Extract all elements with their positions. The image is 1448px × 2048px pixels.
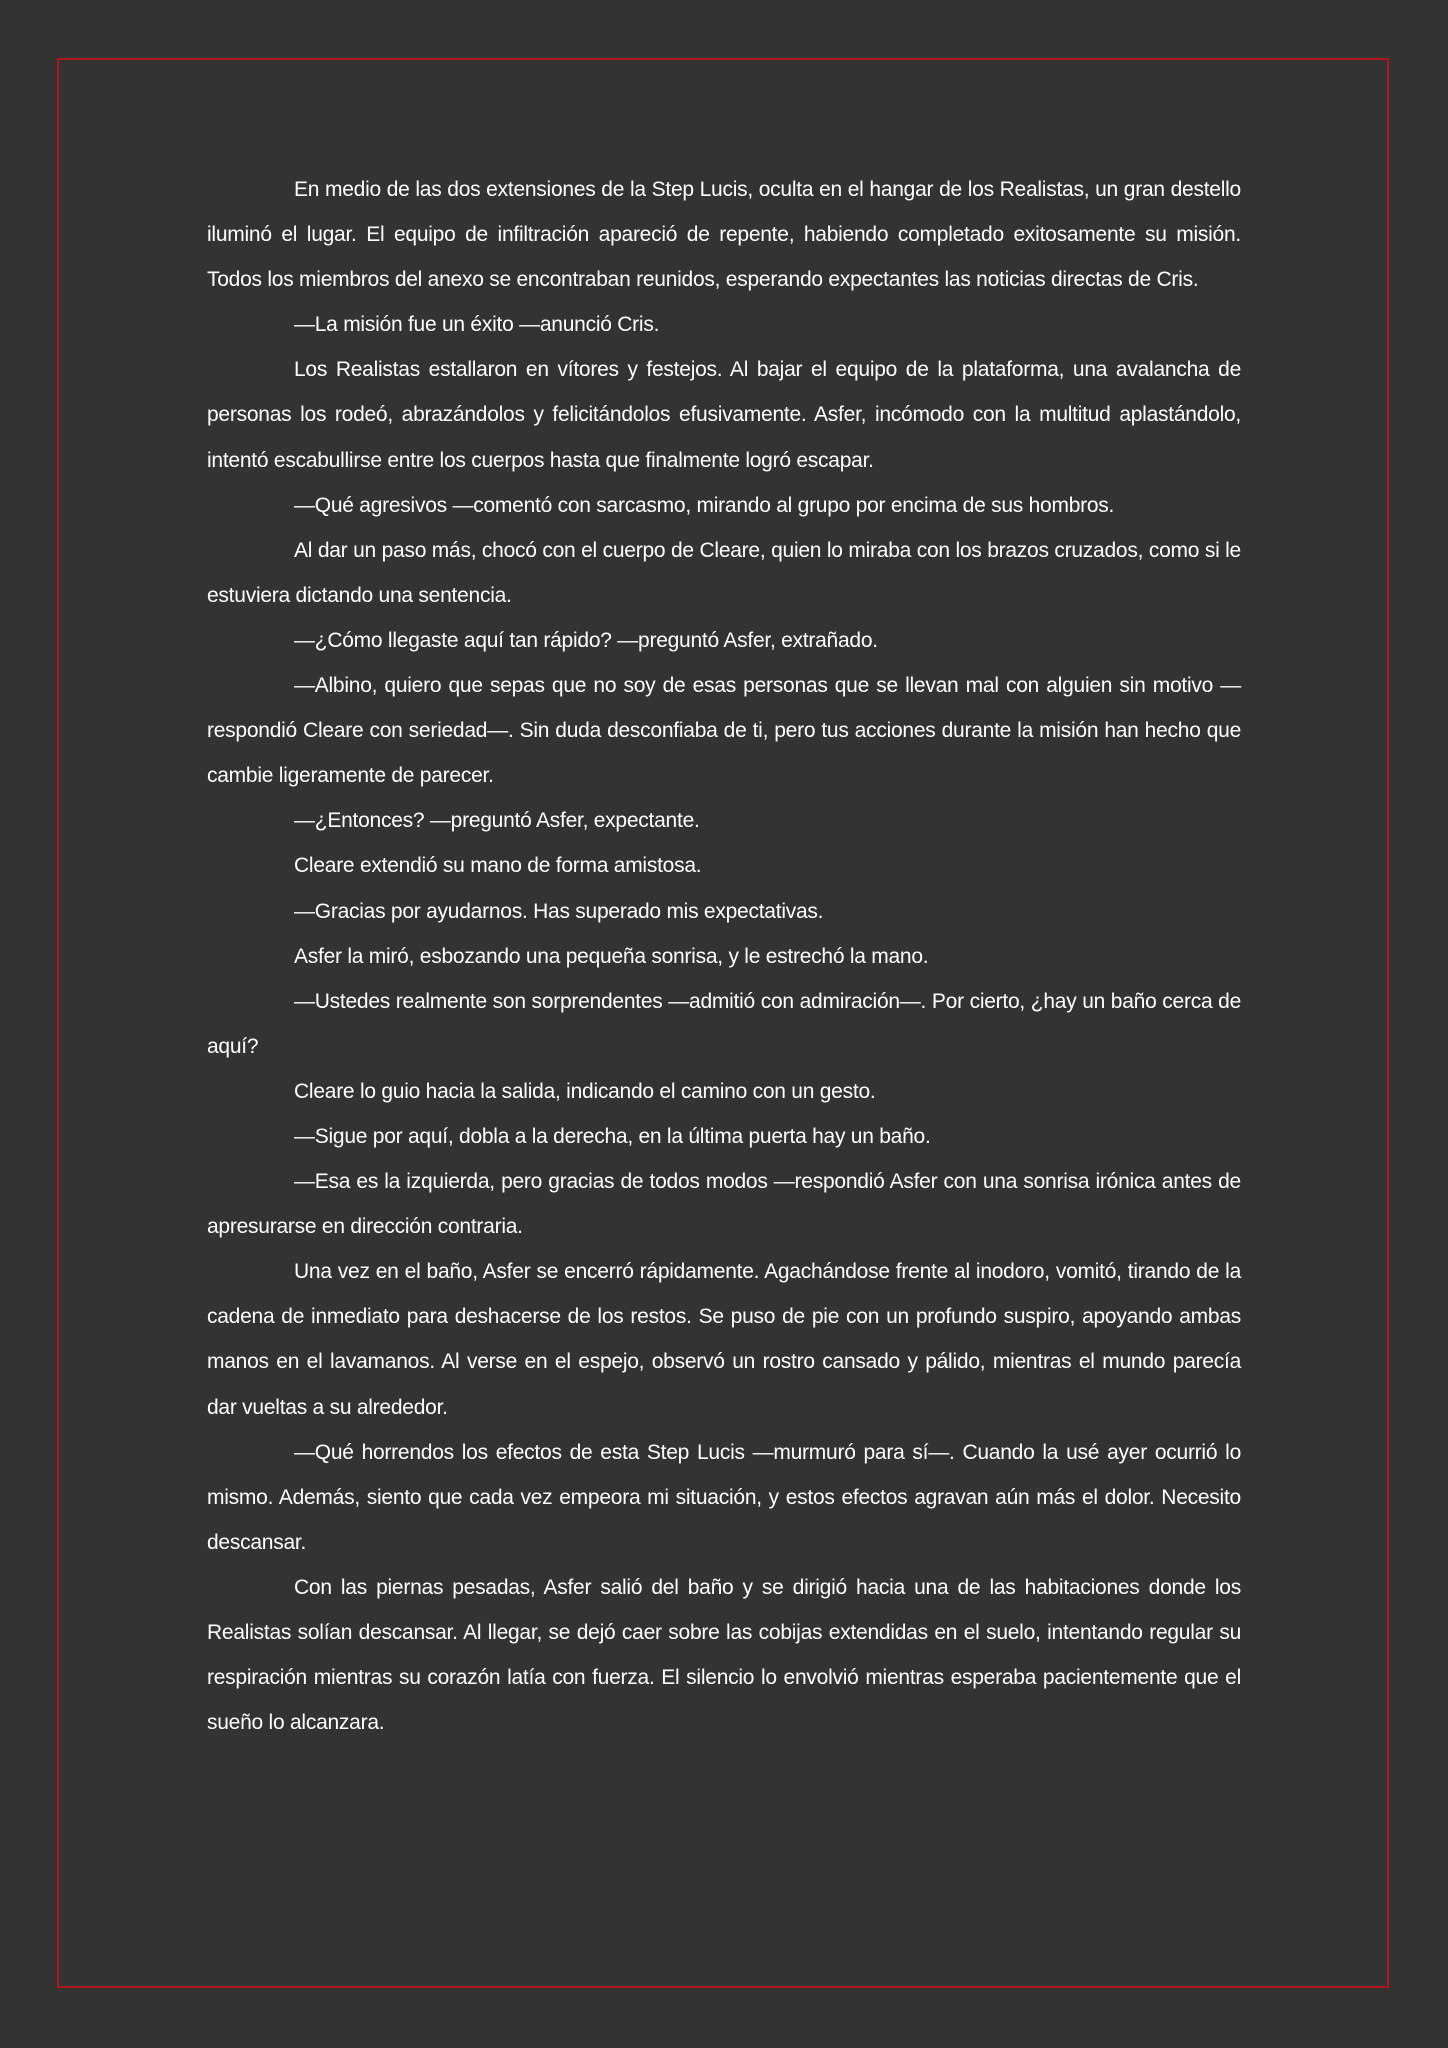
paragraph: Con las piernas pesadas, Asfer salió del baño y se dirigió hacia una de las habitaciones donde los Realistas solían descansar. Al llegar, se dejó caer sobre las cobijas extendidas en el suelo, intentando regular su respiración mientras su corazón latía con fuerza. El silencio lo envolvió mientras esperaba pacientemente que el sueño lo alcanzara. (207, 1575, 1241, 1735)
paragraph: En medio de las dos extensiones de la Step Lucis, oculta en el hangar de los Realistas, un gran destello iluminó el lugar. El equipo de infiltración apareció de repente, habiendo completado exitosamente su misión. Todos los miembros del anexo se encontraban reunidos, esperando expectantes las noticias directas de Cris. (207, 178, 1241, 292)
paragraph: —Gracias por ayudarnos. Has superado mis expectativas. (294, 899, 824, 923)
paragraph: —Qué agresivos —comentó con sarcasmo, mirando al grupo por encima de sus hombros. (294, 493, 1115, 517)
paragraph: Cleare lo guio hacia la salida, indicando el camino con un gesto. (294, 1079, 876, 1103)
document-body (207, 167, 1241, 1745)
paragraph: —¿Entonces? —preguntó Asfer, expectante. (294, 809, 700, 833)
paragraph: —Sigue por aquí, dobla a la derecha, en la última puerta hay un baño. (294, 1124, 931, 1148)
paragraph: —La misión fue un éxito —anunció Cris. (294, 313, 660, 337)
paragraph: Los Realistas estallaron en vítores y festejos. Al bajar el equipo de la plataforma, una avalancha de personas los rodeó, abrazándolos y felicitándolos efusivamente. Asfer, incómodo con la multitud aplastándolo, intentó escabullirse entre los cuerpos hasta que finalmente logró escapar. (207, 358, 1241, 472)
paragraph: —Ustedes realmente son sorprendentes —admitió con admiración—. Por cierto, ¿hay un baño cerca de aquí? (207, 989, 1241, 1058)
paragraph: Cleare extendió su mano de forma amistosa. (294, 854, 702, 878)
paragraph: Una vez en el baño, Asfer se encerró rápidamente. Agachándose frente al inodoro, vomitó, tirando de la cadena de inmediato para deshacerse de los restos. Se puso de pie con un profundo suspiro, apoyando ambas manos en el lavamanos. Al verse en el espejo, observó un rostro cansado y pálido, mientras el mundo parecía dar vueltas a su alrededor. (207, 1260, 1241, 1419)
paragraph: —Esa es la izquierda, pero gracias de todos modos —respondió Asfer con una sonrisa irónica antes de apresurarse en dirección contraria. (207, 1170, 1241, 1239)
paragraph: Asfer la miró, esbozando una pequeña sonrisa, y le estrechó la mano. (294, 944, 929, 968)
paragraph: —¿Cómo llegaste aquí tan rápido? —preguntó Asfer, extrañado. (294, 628, 878, 652)
paragraph: Al dar un paso más, chocó con el cuerpo de Cleare, quien lo miraba con los brazos cruzados, como si le estuviera dictando una sentencia. (207, 538, 1241, 607)
paragraph: —Albino, quiero que sepas que no soy de esas personas que se llevan mal con alguien sin motivo —respondió Cleare con seriedad—. Sin duda desconfiaba de ti, pero tus acciones durante la misión han hecho que cambie ligeramente de parecer. (207, 674, 1241, 788)
paragraph: —Qué horrendos los efectos de esta Step Lucis —murmuró para sí—. Cuando la usé ayer ocurrió lo mismo. Además, siento que cada vez empeora mi situación, y estos efectos agravan aún más el dolor. Necesito descansar. (207, 1440, 1241, 1554)
